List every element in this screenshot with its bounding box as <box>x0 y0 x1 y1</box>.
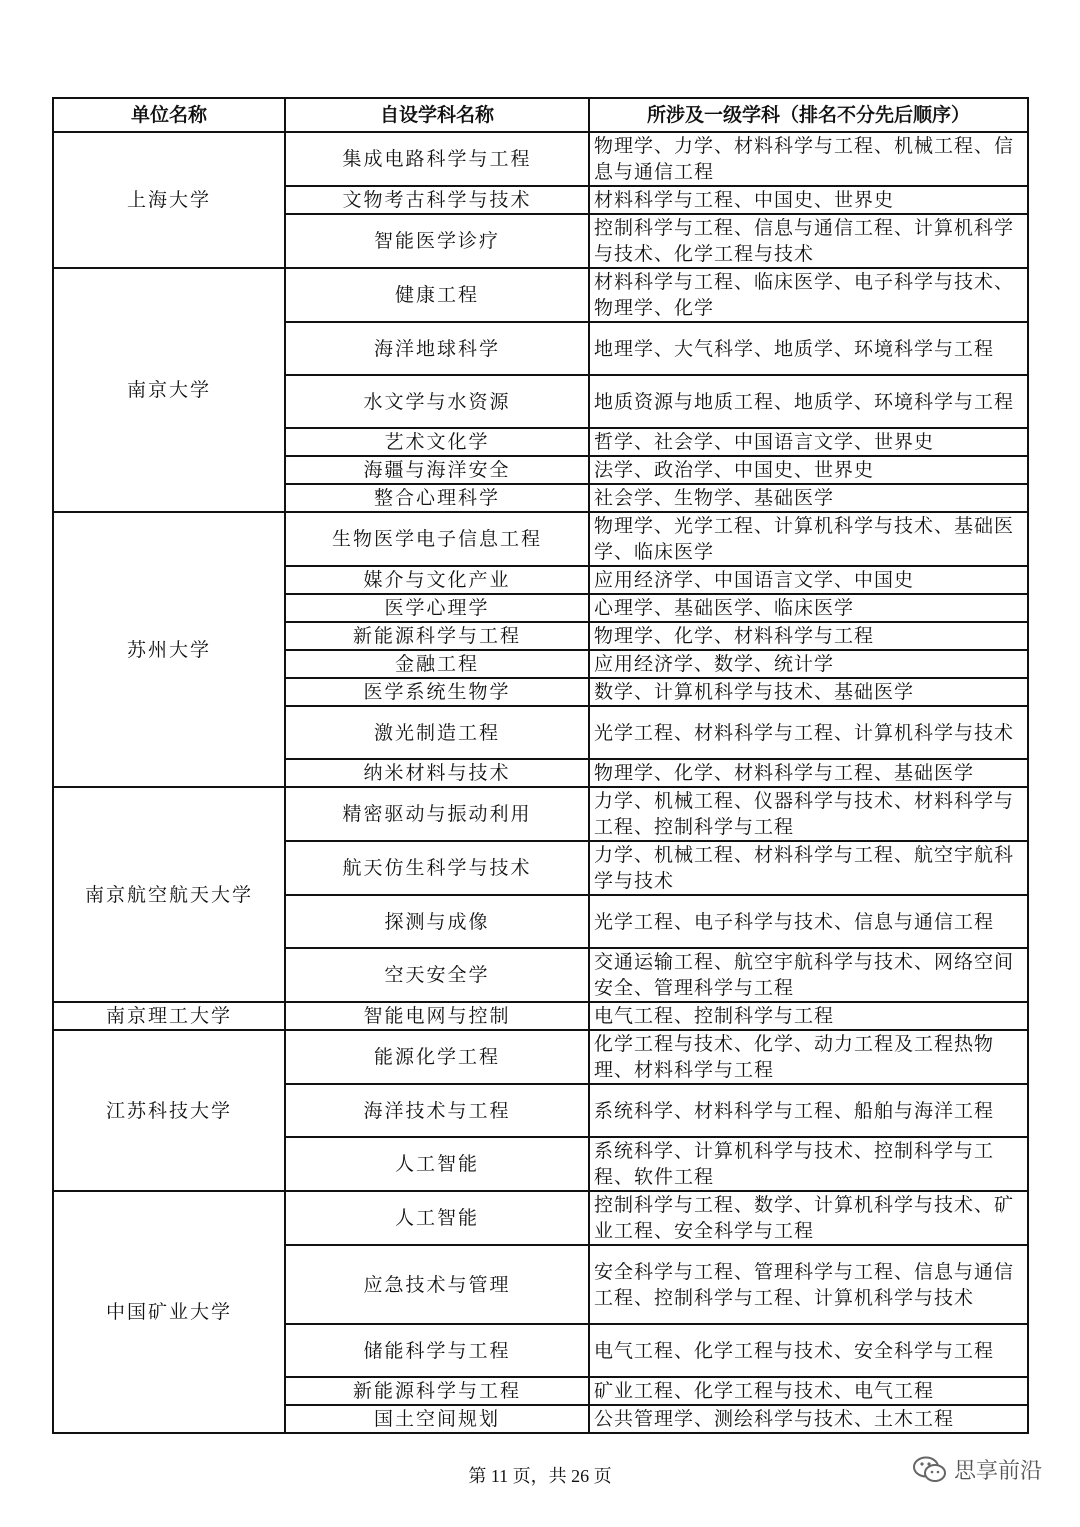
subject-name: 新能源科学与工程 <box>285 1377 589 1405</box>
subject-name: 激光制造工程 <box>285 706 589 759</box>
table-body <box>53 132 1028 1433</box>
related-disciplines: 法学、政治学、中国史、世界史 <box>589 456 1028 484</box>
table-row <box>53 1030 1028 1084</box>
subject-name: 纳米材料与技术 <box>285 759 589 787</box>
related-disciplines: 力学、机械工程、材料科学与工程、航空宇航科学与技术 <box>589 841 1028 895</box>
subject-name: 集成电路科学与工程 <box>285 132 589 186</box>
related-disciplines: 安全科学与工程、管理科学与工程、信息与通信工程、控制科学与工程、计算机科学与技术 <box>589 1245 1028 1324</box>
subject-name: 空天安全学 <box>285 948 589 1002</box>
related-disciplines: 物理学、化学、材料科学与工程、基础医学 <box>589 759 1028 787</box>
table-row <box>53 1191 1028 1245</box>
subject-name: 整合心理科学 <box>285 484 589 512</box>
related-disciplines: 应用经济学、数学、统计学 <box>589 650 1028 678</box>
related-disciplines: 应用经济学、中国语言文学、中国史 <box>589 566 1028 594</box>
unit-name: 南京理工大学 <box>53 1002 285 1030</box>
subject-name: 媒介与文化产业 <box>285 566 589 594</box>
related-disciplines: 系统科学、计算机科学与技术、控制科学与工程、软件工程 <box>589 1137 1028 1191</box>
related-disciplines: 交通运输工程、航空宇航科学与技术、网络空间安全、管理科学与工程 <box>589 948 1028 1002</box>
table-row <box>53 268 1028 322</box>
subject-name: 探测与成像 <box>285 895 589 948</box>
watermark <box>912 1454 1042 1485</box>
related-disciplines: 社会学、生物学、基础医学 <box>589 484 1028 512</box>
unit-name: 南京大学 <box>53 268 285 512</box>
subject-name: 水文学与水资源 <box>285 375 589 428</box>
unit-name: 上海大学 <box>53 132 285 268</box>
related-disciplines: 控制科学与工程、信息与通信工程、计算机科学与技术、化学工程与技术 <box>589 214 1028 268</box>
subject-name: 艺术文化学 <box>285 428 589 456</box>
related-disciplines: 物理学、化学、材料科学与工程 <box>589 622 1028 650</box>
table-header-row <box>53 98 1028 132</box>
related-disciplines: 控制科学与工程、数学、计算机科学与技术、矿业工程、安全科学与工程 <box>589 1191 1028 1245</box>
unit-name: 苏州大学 <box>53 512 285 787</box>
wechat-icon <box>912 1455 948 1485</box>
subject-name: 金融工程 <box>285 650 589 678</box>
unit-name: 江苏科技大学 <box>53 1030 285 1191</box>
subject-name: 医学心理学 <box>285 594 589 622</box>
related-disciplines: 地质资源与地质工程、地质学、环境科学与工程 <box>589 375 1028 428</box>
unit-name: 南京航空航天大学 <box>53 787 285 1002</box>
subject-name: 储能科学与工程 <box>285 1324 589 1377</box>
related-disciplines: 系统科学、材料科学与工程、船舶与海洋工程 <box>589 1084 1028 1137</box>
related-disciplines: 材料科学与工程、临床医学、电子科学与技术、物理学、化学 <box>589 268 1028 322</box>
related-disciplines: 光学工程、材料科学与工程、计算机科学与技术 <box>589 706 1028 759</box>
related-disciplines: 数学、计算机科学与技术、基础医学 <box>589 678 1028 706</box>
related-disciplines: 材料科学与工程、中国史、世界史 <box>589 186 1028 214</box>
subject-name: 新能源科学与工程 <box>285 622 589 650</box>
related-disciplines: 矿业工程、化学工程与技术、电气工程 <box>589 1377 1028 1405</box>
table-row <box>53 787 1028 841</box>
header-unit: 单位名称 <box>53 98 285 132</box>
subject-name: 海洋技术与工程 <box>285 1084 589 1137</box>
related-disciplines: 哲学、社会学、中国语言文学、世界史 <box>589 428 1028 456</box>
related-disciplines: 地理学、大气科学、地质学、环境科学与工程 <box>589 322 1028 375</box>
related-disciplines: 力学、机械工程、仪器科学与技术、材料科学与工程、控制科学与工程 <box>589 787 1028 841</box>
unit-name: 中国矿业大学 <box>53 1191 285 1433</box>
discipline-table <box>52 97 1029 1434</box>
subject-name: 文物考古科学与技术 <box>285 186 589 214</box>
subject-name: 应急技术与管理 <box>285 1245 589 1324</box>
table-row <box>53 1002 1028 1030</box>
page-number: 第 11 页，共 26 页 <box>468 1466 612 1486</box>
subject-name: 人工智能 <box>285 1137 589 1191</box>
related-disciplines: 电气工程、化学工程与技术、安全科学与工程 <box>589 1324 1028 1377</box>
subject-name: 健康工程 <box>285 268 589 322</box>
header-subject: 自设学科名称 <box>285 98 589 132</box>
related-disciplines: 物理学、力学、材料科学与工程、机械工程、信息与通信工程 <box>589 132 1028 186</box>
header-disciplines: 所涉及一级学科（排名不分先后顺序） <box>589 98 1028 132</box>
subject-name: 国土空间规划 <box>285 1405 589 1433</box>
table-row <box>53 512 1028 566</box>
subject-name: 人工智能 <box>285 1191 589 1245</box>
watermark-text: 思享前沿 <box>953 1459 1042 1484</box>
table-row <box>53 132 1028 186</box>
related-disciplines: 化学工程与技术、化学、动力工程及工程热物理、材料科学与工程 <box>589 1030 1028 1084</box>
related-disciplines: 心理学、基础医学、临床医学 <box>589 594 1028 622</box>
related-disciplines: 物理学、光学工程、计算机科学与技术、基础医学、临床医学 <box>589 512 1028 566</box>
subject-name: 海洋地球科学 <box>285 322 589 375</box>
related-disciplines: 电气工程、控制科学与工程 <box>589 1002 1028 1030</box>
related-disciplines: 光学工程、电子科学与技术、信息与通信工程 <box>589 895 1028 948</box>
subject-name: 生物医学电子信息工程 <box>285 512 589 566</box>
subject-name: 精密驱动与振动利用 <box>285 787 589 841</box>
related-disciplines: 公共管理学、测绘科学与技术、土木工程 <box>589 1405 1028 1433</box>
subject-name: 智能电网与控制 <box>285 1002 589 1030</box>
subject-name: 航天仿生科学与技术 <box>285 841 589 895</box>
subject-name: 医学系统生物学 <box>285 678 589 706</box>
subject-name: 智能医学诊疗 <box>285 214 589 268</box>
subject-name: 能源化学工程 <box>285 1030 589 1084</box>
subject-name: 海疆与海洋安全 <box>285 456 589 484</box>
